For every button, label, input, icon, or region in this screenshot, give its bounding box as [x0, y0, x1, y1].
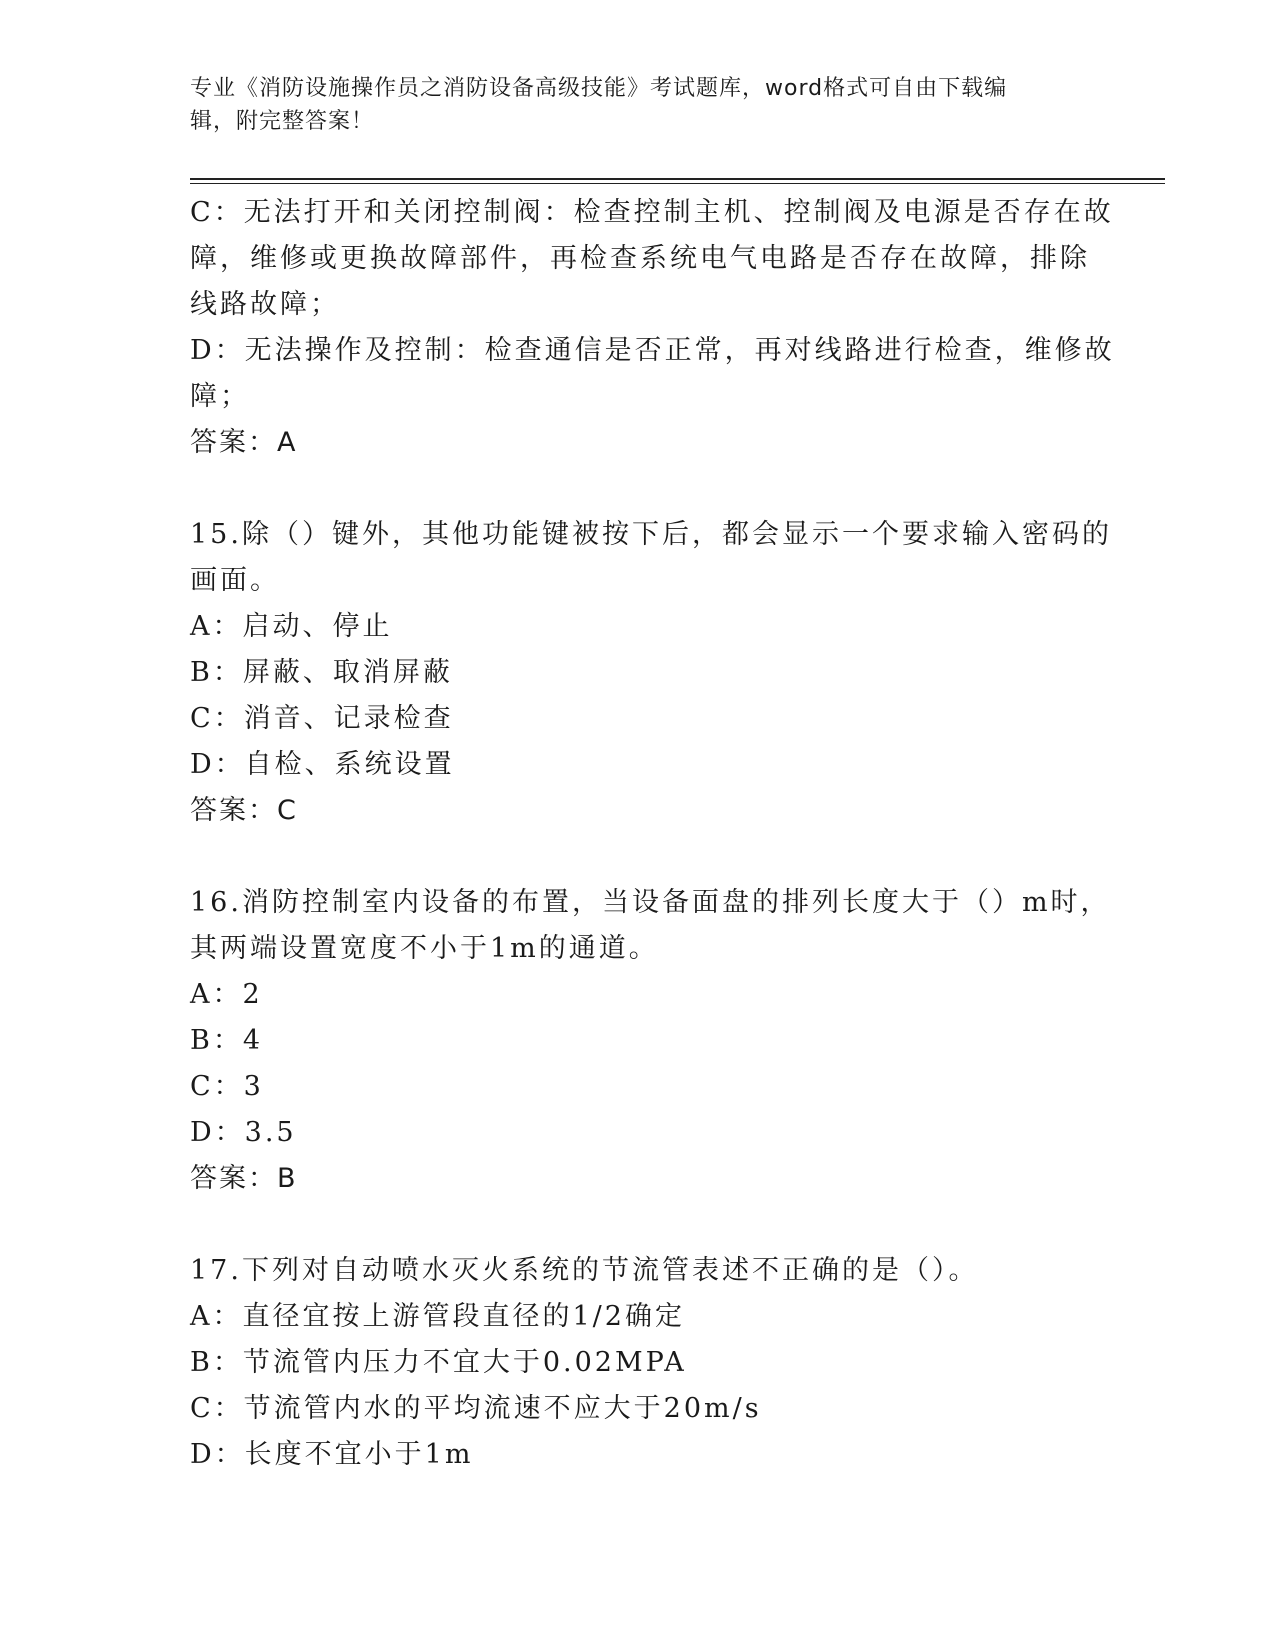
- option-d-line-2: 障；: [190, 381, 250, 412]
- question-stem-line-1: 15.除（）键外，其他功能键被按下后，都会显示一个要求输入密码的: [190, 519, 1112, 550]
- option-a: A：直径宜按上游管段直径的1/2确定: [190, 1301, 685, 1332]
- option-c: C：节流管内水的平均流速不应大于20m/s: [190, 1393, 762, 1424]
- option-c: C：3: [190, 1071, 264, 1102]
- option-b: B：4: [190, 1025, 264, 1056]
- option-d-line-1: D：无法操作及控制：检查通信是否正常，再对线路进行检查，维修故: [190, 335, 1115, 366]
- question-stem-line-1: 16.消防控制室内设备的布置，当设备面盘的排列长度大于（）m时，: [190, 887, 1111, 918]
- header-divider-thick: [190, 178, 1165, 180]
- question-15: [190, 512, 1112, 834]
- answer-line: 答案：A: [190, 427, 298, 458]
- document-body: [190, 190, 1115, 1478]
- answer-line: 答案：C: [190, 795, 298, 826]
- option-c-line-1: C：无法打开和关闭控制阀：检查控制主机、控制阀及电源是否存在故: [190, 197, 1114, 228]
- answer-line: 答案：B: [190, 1163, 298, 1194]
- option-b: B：屏蔽、取消屏蔽: [190, 657, 453, 688]
- option-d: D：长度不宜小于1m: [190, 1439, 474, 1470]
- option-d: D：自检、系统设置: [190, 749, 455, 780]
- option-a: A：启动、停止: [190, 611, 393, 642]
- question-stem-line-2: 其两端设置宽度不小于1m的通道。: [190, 933, 659, 964]
- option-d: D：3.5: [190, 1117, 297, 1148]
- question-14-tail: [190, 190, 1115, 466]
- header-line-1: 专业《消防设施操作员之消防设备高级技能》考试题库，word格式可自由下载编: [190, 76, 1008, 101]
- option-b: B：节流管内压力不宜大于0.02MPA: [190, 1347, 687, 1378]
- question-16: [190, 880, 1111, 1202]
- question-stem-line-1: 17.下列对自动喷水灭火系统的节流管表述不正确的是（）。: [190, 1255, 979, 1286]
- option-a: A：2: [190, 979, 263, 1010]
- header-divider-thin: [190, 183, 1165, 184]
- question-stem-line-2: 画面。: [190, 565, 280, 596]
- document-header: [190, 72, 1090, 138]
- option-c-line-2: 障，维修或更换故障部件，再检查系统电气电路是否存在故障，排除: [190, 243, 1090, 274]
- option-c: C：消音、记录检查: [190, 703, 454, 734]
- question-17: [190, 1248, 1090, 1478]
- header-line-2: 辑，附完整答案！: [190, 109, 375, 134]
- option-c-line-3: 线路故障；: [190, 289, 340, 320]
